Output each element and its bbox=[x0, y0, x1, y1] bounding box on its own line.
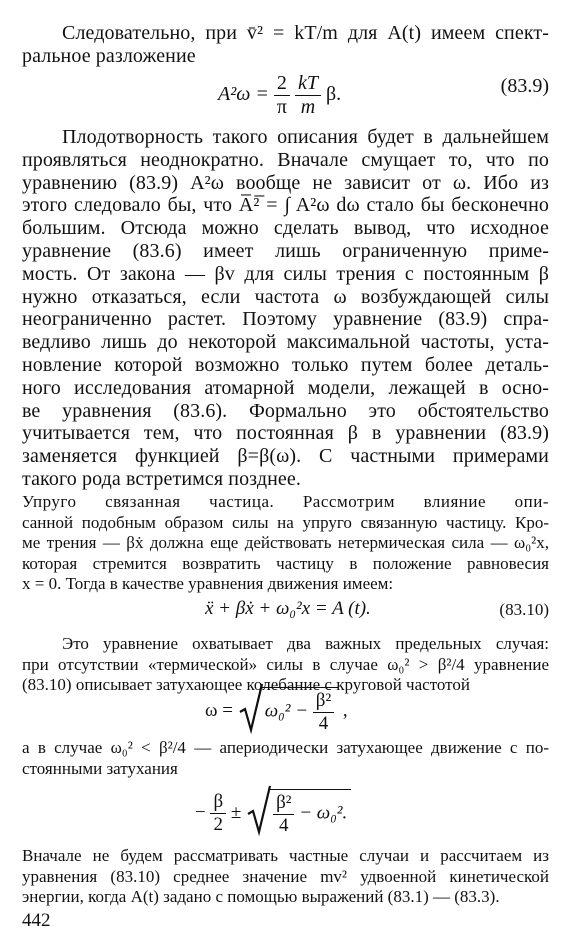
text-line: Плодотворность такого описания будет в дальнейшем bbox=[62, 126, 549, 148]
text-line: x = 0. Тогда в качестве уравнения движения имеем: bbox=[22, 574, 394, 593]
equation-aperiodic-roots bbox=[195, 784, 351, 842]
numerator: β bbox=[210, 791, 226, 814]
text-line: Упруго связанная частица. Рассмотрим влияние опи- bbox=[22, 492, 549, 511]
text-line: при отсутствии «термической» силы в случае ω₀² > β²/4 уравнение bbox=[22, 654, 549, 674]
text-line: Это уравнение охватывает два важных предельных случая: bbox=[62, 634, 549, 653]
text-line: ного исследования атомарной модели, лежащей в осно- bbox=[22, 376, 549, 399]
eq-lhs: A²ω = bbox=[218, 83, 269, 106]
text-line: неограниченно растет. Поэтому уравнение (83.9) спра- bbox=[22, 308, 549, 331]
denominator: m bbox=[300, 96, 316, 118]
denominator: 4 bbox=[279, 815, 289, 836]
text-line: энергии, когда A(t) задано с помощью выражений (83.1) — (83.3). bbox=[22, 887, 500, 906]
text-line: (83.10) описывает затухающее колебание с круговой частотой bbox=[22, 675, 470, 694]
eq-tail: β. bbox=[325, 83, 342, 106]
eq-lhs: ω = bbox=[205, 700, 233, 721]
paragraph-3 bbox=[22, 492, 549, 595]
text-line: большим. Отсюда можно сделать вывод, что исходное bbox=[22, 217, 549, 240]
equation-83-10: ẍ + βẋ + ω₀²x = A (t). bbox=[205, 598, 371, 619]
denominator: 4 bbox=[318, 713, 329, 734]
text-line: проявляться неоднократно. Вначале смущает то, что по bbox=[22, 148, 549, 171]
paragraph-1 bbox=[22, 22, 549, 68]
fraction bbox=[273, 792, 294, 837]
text-line: ме трения — βẋ должна еще действовать нетермическая сила — ω₀²x, bbox=[22, 533, 549, 552]
text-line: уравнению (83.9) A²ω вообще не зависит от ω. Ибо из bbox=[22, 171, 549, 194]
equation-omega bbox=[205, 682, 348, 740]
radicand-term: ω₀² − bbox=[264, 700, 309, 722]
paragraph-2 bbox=[22, 126, 549, 491]
paragraph-6 bbox=[22, 846, 549, 908]
text-line: мость. От закона — βv для силы трения с постоянным β bbox=[22, 262, 549, 285]
page-number: 442 bbox=[22, 910, 51, 931]
numerator: 2 bbox=[274, 72, 290, 96]
text-line: учитывается тем, что постоянная β в уравнении (83.9) bbox=[22, 422, 549, 445]
numerator: β² bbox=[313, 690, 334, 713]
text-line: уравнения (83.10) среднее значение mv² удвоенной кинетической bbox=[22, 866, 549, 886]
text-line: нужно отказаться, если частота ω возбуждающей силы bbox=[22, 285, 549, 308]
text-line: ве уравнения (83.6). Формально это обстоятельство bbox=[22, 399, 549, 422]
numerator: β² bbox=[273, 792, 294, 815]
text-line: Вначале не будем рассматривать частные случаи и рассчитаем из bbox=[22, 846, 549, 865]
text-line: санной подобным образом силы на упруго связанную частицу. Кро- bbox=[22, 512, 549, 532]
equation-number: (83.10) bbox=[499, 600, 549, 619]
text-line: уравнение (83.6) имеет лишь ограниченную приме- bbox=[22, 239, 549, 262]
equation-83-9 bbox=[218, 72, 341, 119]
paragraph-5 bbox=[22, 738, 549, 779]
denominator: π bbox=[276, 96, 287, 118]
text-line: новление которой возможно только путем более деталь- bbox=[22, 353, 549, 376]
text-line: Следовательно, при v̄² = kT/m для A(t) имеем спект- bbox=[62, 22, 549, 44]
radicand bbox=[269, 789, 351, 837]
fraction bbox=[210, 791, 226, 836]
text-line: такого рода встретимся позднее. bbox=[22, 467, 301, 490]
equation-number: (83.9) bbox=[500, 75, 549, 97]
text-line: которая стремится возвратить частицу в положение равновесия bbox=[22, 553, 549, 573]
minus-sign: − bbox=[195, 802, 206, 823]
text-line: ральное разложение bbox=[22, 44, 196, 67]
text-line: ведливо лишь до некоторой максимальной частоты, уста- bbox=[22, 331, 549, 354]
fraction bbox=[274, 72, 290, 119]
text-line: заменяется функцией β=β(ω). С частными примерами bbox=[22, 445, 549, 468]
text-line: этого следовало бы, что A̅²̅ = ∫ A²ω dω стало бы бесконечно bbox=[22, 194, 549, 217]
text-line: а в случае ω₀² < β²/4 — апериодически затухающее движение с по- bbox=[22, 738, 549, 757]
numerator: kT bbox=[295, 72, 321, 96]
text-line: стоянными затухания bbox=[22, 758, 178, 778]
fraction bbox=[295, 72, 321, 119]
denominator: 2 bbox=[213, 813, 224, 835]
radicand bbox=[261, 687, 338, 735]
radicand-term: − ω₀². bbox=[299, 802, 348, 824]
plus-minus-sign: ± bbox=[230, 802, 242, 823]
fraction bbox=[313, 690, 334, 735]
eq-tail: , bbox=[342, 700, 348, 721]
